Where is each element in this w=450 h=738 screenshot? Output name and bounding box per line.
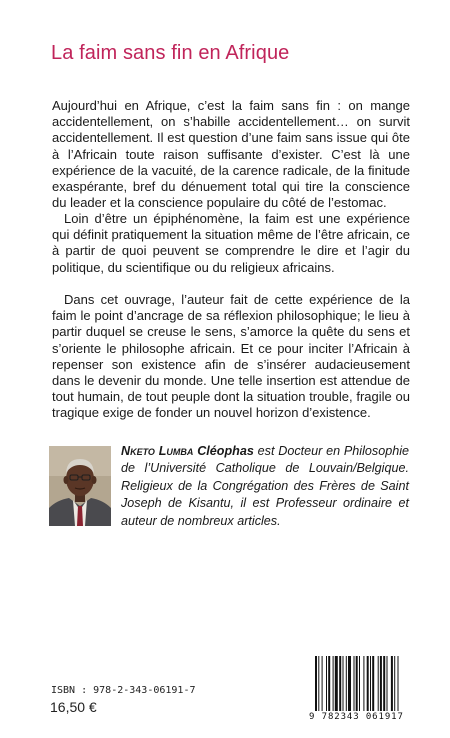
author-name: [121, 444, 254, 458]
author-given-name: Cléophas: [197, 444, 254, 458]
author-photo: [49, 446, 111, 526]
book-title: La faim sans fin en Afrique: [51, 42, 290, 64]
author-bio: [121, 443, 409, 530]
summary-paragraph-2: Loin d’être un épiphénomène, la faim est une expérience qui définit pratiquement la situation même de l’être africain, ce à partir de quoi peuvent se comprendre le dire et l’agir du politique, du scientifique ou du religieux africains.: [52, 211, 410, 275]
author-last-name: Lumba: [158, 444, 194, 458]
summary-paragraph-1: Aujourd’hui en Afrique, c’est la faim sans fin : on mange accidentellement, on s’habille accidentellement… on survit accidentellement. Il est question d’une faim sans issue qui ôte à l’Africain toute raison suffisante d’exister. C’est là une expérience de la vacuité, de la carence radicale, de la finitude exaspérante, bref du dénuement total qui tire la conscience du leader et la conscience populaire du côté de l’estomac.: [52, 98, 410, 211]
summary-paragraph-3: Dans cet ouvrage, l’auteur fait de cette expérience de la faim le point d’ancrage de sa réflexion philosophique; le lieu à partir duquel se creuse le sens, s’amorce la quête du sens et s’oriente le philosophe africain. Et ce pour inciter l’Africain à repenser son existence afin de s’insérer audacieusement dans le devenir du monde. Une telle insertion est attendue de tout humain, de tout peuple dont la situation trouble, fragile ou tragique exige de fonder un nouvel horizon d’existence.: [52, 292, 410, 421]
isbn: ISBN : 978-2-343-06191-7: [51, 685, 196, 696]
author-first-name: Nketo: [121, 444, 155, 458]
price: 16,50 €: [50, 699, 97, 715]
barcode: [314, 656, 426, 711]
author-bio-text: est Docteur en Philosophie de l’Université Catholique de Louvain/Belgique. Religieux de la Congrégation des Frères de Saint Joseph de Kisantu, il est Professeur ordinaire et auteur de nombreux articles.: [121, 444, 410, 528]
barcode-digits: 9 782343 061917: [309, 712, 404, 722]
